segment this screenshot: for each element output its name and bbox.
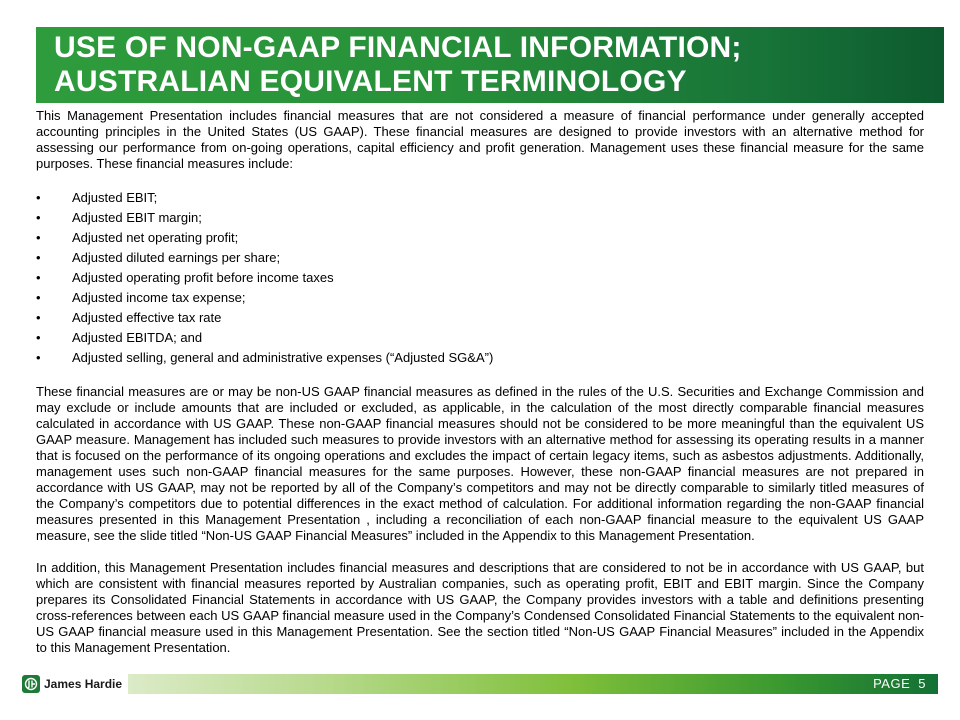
- intro-paragraph: This Management Presentation includes financial measures that are not considered a measure of financial performance under generally accepted accounting principles in the United States (US GAAP). These financial measures are designed to provide investors with an alternative method for assessing our performance from on-going operations, capital efficiency and profit generation. Management uses these financial measure for the same purposes. These financial measures include:: [36, 108, 924, 171]
- company-logo: [22, 674, 122, 694]
- list-item: [36, 228, 924, 248]
- bullet-glyph: •: [36, 270, 41, 285]
- list-item: [36, 348, 924, 368]
- bullet-glyph: •: [36, 190, 41, 205]
- title-bar: [36, 27, 944, 103]
- content-area: [36, 108, 924, 656]
- bullet-glyph: •: [36, 330, 41, 345]
- definition-paragraph: These financial measures are or may be non-US GAAP financial measures as defined in the rules of the U.S. Securities and Exchange Commission and may exclude or include amounts that are included or excluded, as applicable, in the calculation of the most directly comparable financial measures calculated in accordance with US GAAP. These non-GAAP financial measures should not be considered to be more meaningful than the equivalent US GAAP measure. Management has included such measures to provide investors with an alternative method for assessing its operating results in a manner that is focused on the performance of its ongoing operations and excludes the impact of certain legacy items, such as asbestos adjustments. Additionally, management uses such non-GAAP financial measures for the same purposes. However, these non-GAAP financial measures are not prepared in accordance with US GAAP, may not be reported by all of the Company’s competitors and may not be directly comparable to similarly titled measures of the Company’s competitors due to potential differences in the exact method of calculation. For additional information regarding the non-GAAP financial measures presented in this Management Presentation , including a reconciliation of each non-GAAP financial measure to the equivalent US GAAP measure, see the slide titled “Non-US GAAP Financial Measures” included in the Appendix to this Management Presentation.: [36, 384, 924, 543]
- james-hardie-logo-icon: [22, 675, 40, 693]
- footer-bar: [128, 674, 938, 694]
- bullet-glyph: •: [36, 210, 41, 225]
- bullet-glyph: •: [36, 230, 41, 245]
- bullet-glyph: •: [36, 310, 41, 325]
- measures-list: [36, 188, 924, 368]
- list-item-text: Adjusted diluted earnings per share;: [72, 250, 281, 265]
- list-item-text: Adjusted EBITDA; and: [72, 330, 203, 345]
- list-item: [36, 208, 924, 228]
- list-item: [36, 288, 924, 308]
- list-item: [36, 328, 924, 348]
- logo-wordmark: James Hardie: [44, 677, 123, 691]
- page-label: PAGE: [873, 676, 911, 691]
- australian-terminology-paragraph: In addition, this Management Presentation includes financial measures and descriptions that are considered to not be in accordance with US GAAP, but which are consistent with financial measures reported by Australian companies, such as operating profit, EBIT and EBIT margin. Since the Company prepares its Consolidated Financial Statements in accordance with US GAAP, the Company provides investors with a table and definitions presenting cross-references between each US GAAP financial measure used in the Company’s Condensed Consolidated Financial Statements to the equivalent non-US GAAP financial measure used in this Management Presentation. See the section titled “Non-US GAAP Financial Measures” included in the Appendix to this Management Presentation.: [36, 560, 924, 655]
- page-number: 5: [918, 676, 926, 691]
- list-item-text: Adjusted EBIT;: [72, 190, 158, 205]
- bullet-glyph: •: [36, 350, 41, 365]
- bullet-glyph: •: [36, 290, 41, 305]
- list-item: [36, 308, 924, 328]
- page-title: USE OF NON-GAAP FINANCIAL INFORMATION; AUSTRALIAN EQUIVALENT TERMINOLOGY: [54, 31, 742, 98]
- list-item-text: Adjusted selling, general and administrative expenses (“Adjusted SG&A”): [72, 350, 494, 365]
- page-indicator: [873, 674, 926, 694]
- list-item-text: Adjusted EBIT margin;: [72, 210, 202, 225]
- list-item: [36, 188, 924, 208]
- list-item-text: Adjusted operating profit before income taxes: [72, 270, 334, 285]
- list-item: [36, 248, 924, 268]
- list-item: [36, 268, 924, 288]
- list-item-text: Adjusted income tax expense;: [72, 290, 246, 305]
- list-item-text: Adjusted net operating profit;: [72, 230, 239, 245]
- bullet-glyph: •: [36, 250, 41, 265]
- list-item-text: Adjusted effective tax rate: [72, 310, 222, 325]
